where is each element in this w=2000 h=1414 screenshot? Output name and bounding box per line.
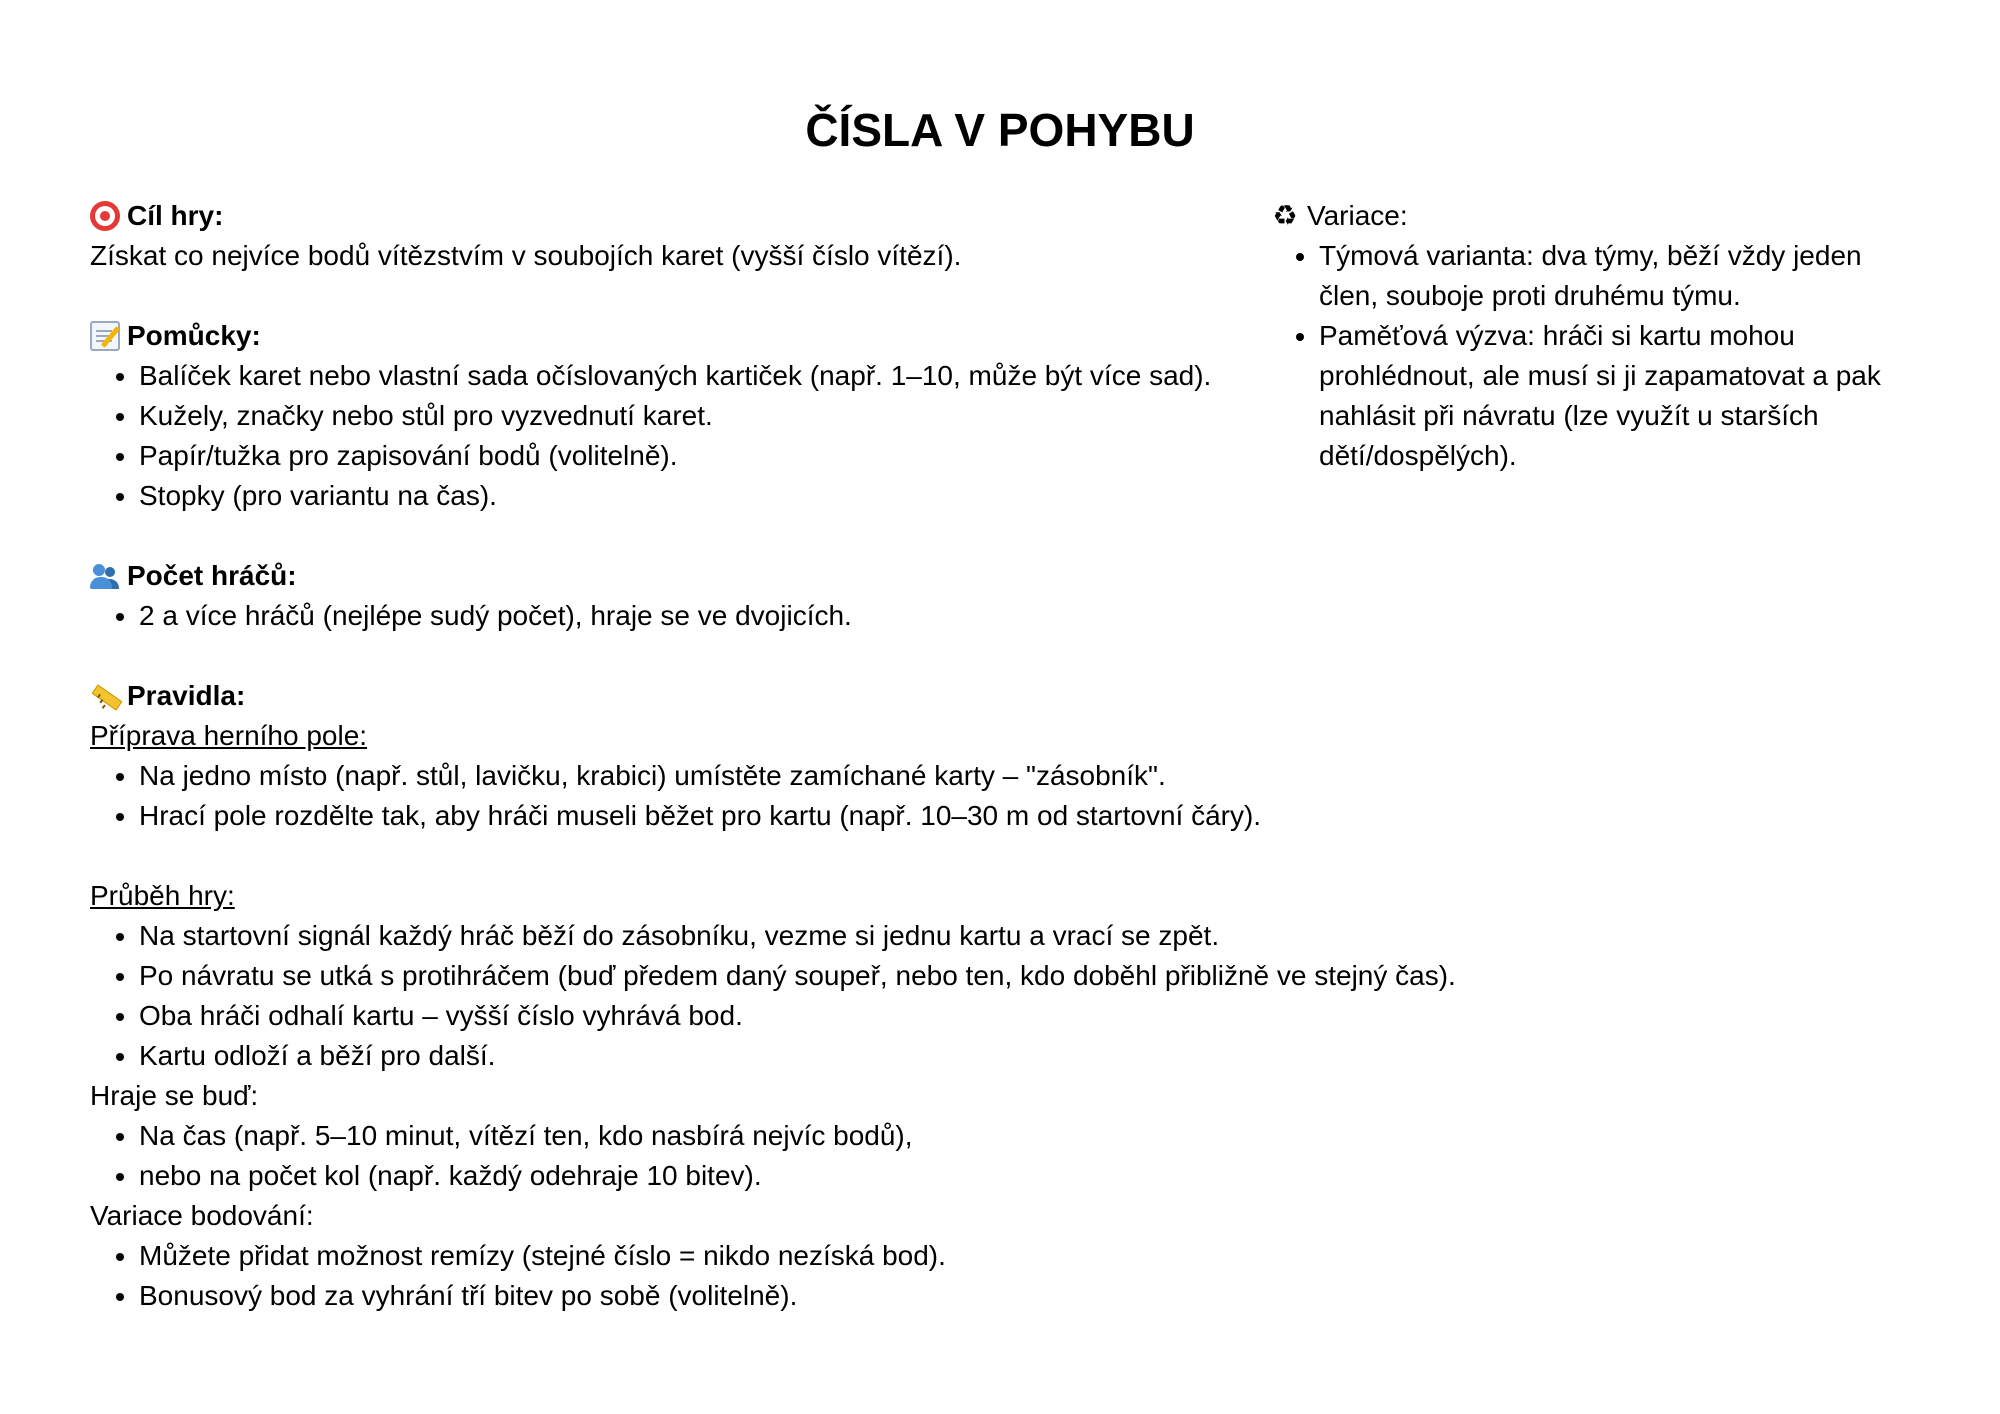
variations-heading [1270, 196, 1910, 236]
variations-heading-label: Variace: [1307, 200, 1408, 231]
ruler-icon [90, 681, 120, 711]
list-item: • Můžete přidat možnost remízy (stejné číslo = nikdo nezíská bod). [139, 1236, 1550, 1276]
list-item: • Kartu odloží a běží pro další. [139, 1036, 1550, 1076]
mode-list [90, 1116, 1550, 1196]
list-item: • Balíček karet nebo vlastní sada očíslovaných kartiček (např. 1–10, může být více sad). [139, 356, 1550, 396]
list-item: • Kužely, značky nebo stůl pro vyzvednutí karet. [139, 396, 1550, 436]
list-item: • Týmová varianta: dva týmy, běží vždy jeden člen, souboje proti druhému týmu. [1319, 236, 1910, 316]
memo-icon [90, 321, 120, 351]
goal-text: Získat co nejvíce bodů vítězstvím v soubojích karet (vyšší číslo vítězí). [90, 240, 962, 271]
list-item: • Hrací pole rozdělte tak, aby hráči museli běžet pro kartu (např. 10–30 m od startovní čáry). [139, 796, 1550, 836]
people-icon [90, 561, 120, 591]
page-title: ČÍSLA V POHYBU [805, 104, 1195, 156]
setup-subheading: Příprava herního pole: [90, 720, 368, 751]
spacer [90, 636, 1550, 676]
list-item: • Na jedno místo (např. stůl, lavičku, krabici) umístěte zamíchané karty – "zásobník". [139, 756, 1550, 796]
variations-list [1270, 236, 1910, 476]
scoring-list [90, 1236, 1550, 1316]
players-heading [90, 556, 1550, 596]
list-item: • Papír/tužka pro zapisování bodů (volitelně). [139, 436, 1550, 476]
list-item: • Na startovní signál každý hráč běží do zásobníku, vezme si jednu kartu a vrací se zpět. [139, 916, 1550, 956]
spacer [90, 516, 1550, 556]
rules-heading [90, 676, 1550, 716]
course-list [90, 916, 1550, 1076]
list-item: • nebo na počet kol (např. každý odehraje 10 bitev). [139, 1156, 1550, 1196]
list-item: • Bonusový bod za vyhrání tří bitev po sobě (volitelně). [139, 1276, 1550, 1316]
goal-heading-label: Cíl hry: [127, 200, 224, 231]
course-subheading: Průběh hry: [90, 880, 235, 911]
players-heading-label: Počet hráčů: [127, 560, 297, 591]
list-item: • Po návratu se utká s protihráčem (buď předem daný soupeř, nebo ten, kdo doběhl přibližně ve stejný čas). [139, 956, 1550, 996]
list-item: • Paměťová výzva: hráči si kartu mohou prohlédnout, ale musí si ji zapamatovat a pak nahlásit při návratu (lze využít u starších dětí/dospělých). [1319, 316, 1910, 476]
list-item: • Na čas (např. 5–10 minut, vítězí ten, kdo nasbírá nejvíc bodů), [139, 1116, 1550, 1156]
list-item: • Oba hráči odhalí kartu – vyšší číslo vyhrává bod. [139, 996, 1550, 1036]
list-item: • 2 a více hráčů (nejlépe sudý počet), hraje se ve dvojicích. [139, 596, 1550, 636]
variations-column [1270, 196, 1910, 476]
list-item: • Stopky (pro variantu na čas). [139, 476, 1550, 516]
recycle-icon: ♻ [1272, 200, 1298, 231]
scoring-label: Variace bodování: [90, 1200, 314, 1231]
mode-label: Hraje se buď: [90, 1080, 259, 1111]
rules-heading-label: Pravidla: [127, 680, 246, 711]
players-list [90, 596, 1550, 636]
supplies-heading-label: Pomůcky: [127, 320, 261, 351]
setup-list [90, 756, 1550, 836]
spacer [90, 836, 1550, 876]
target-icon [90, 201, 120, 231]
